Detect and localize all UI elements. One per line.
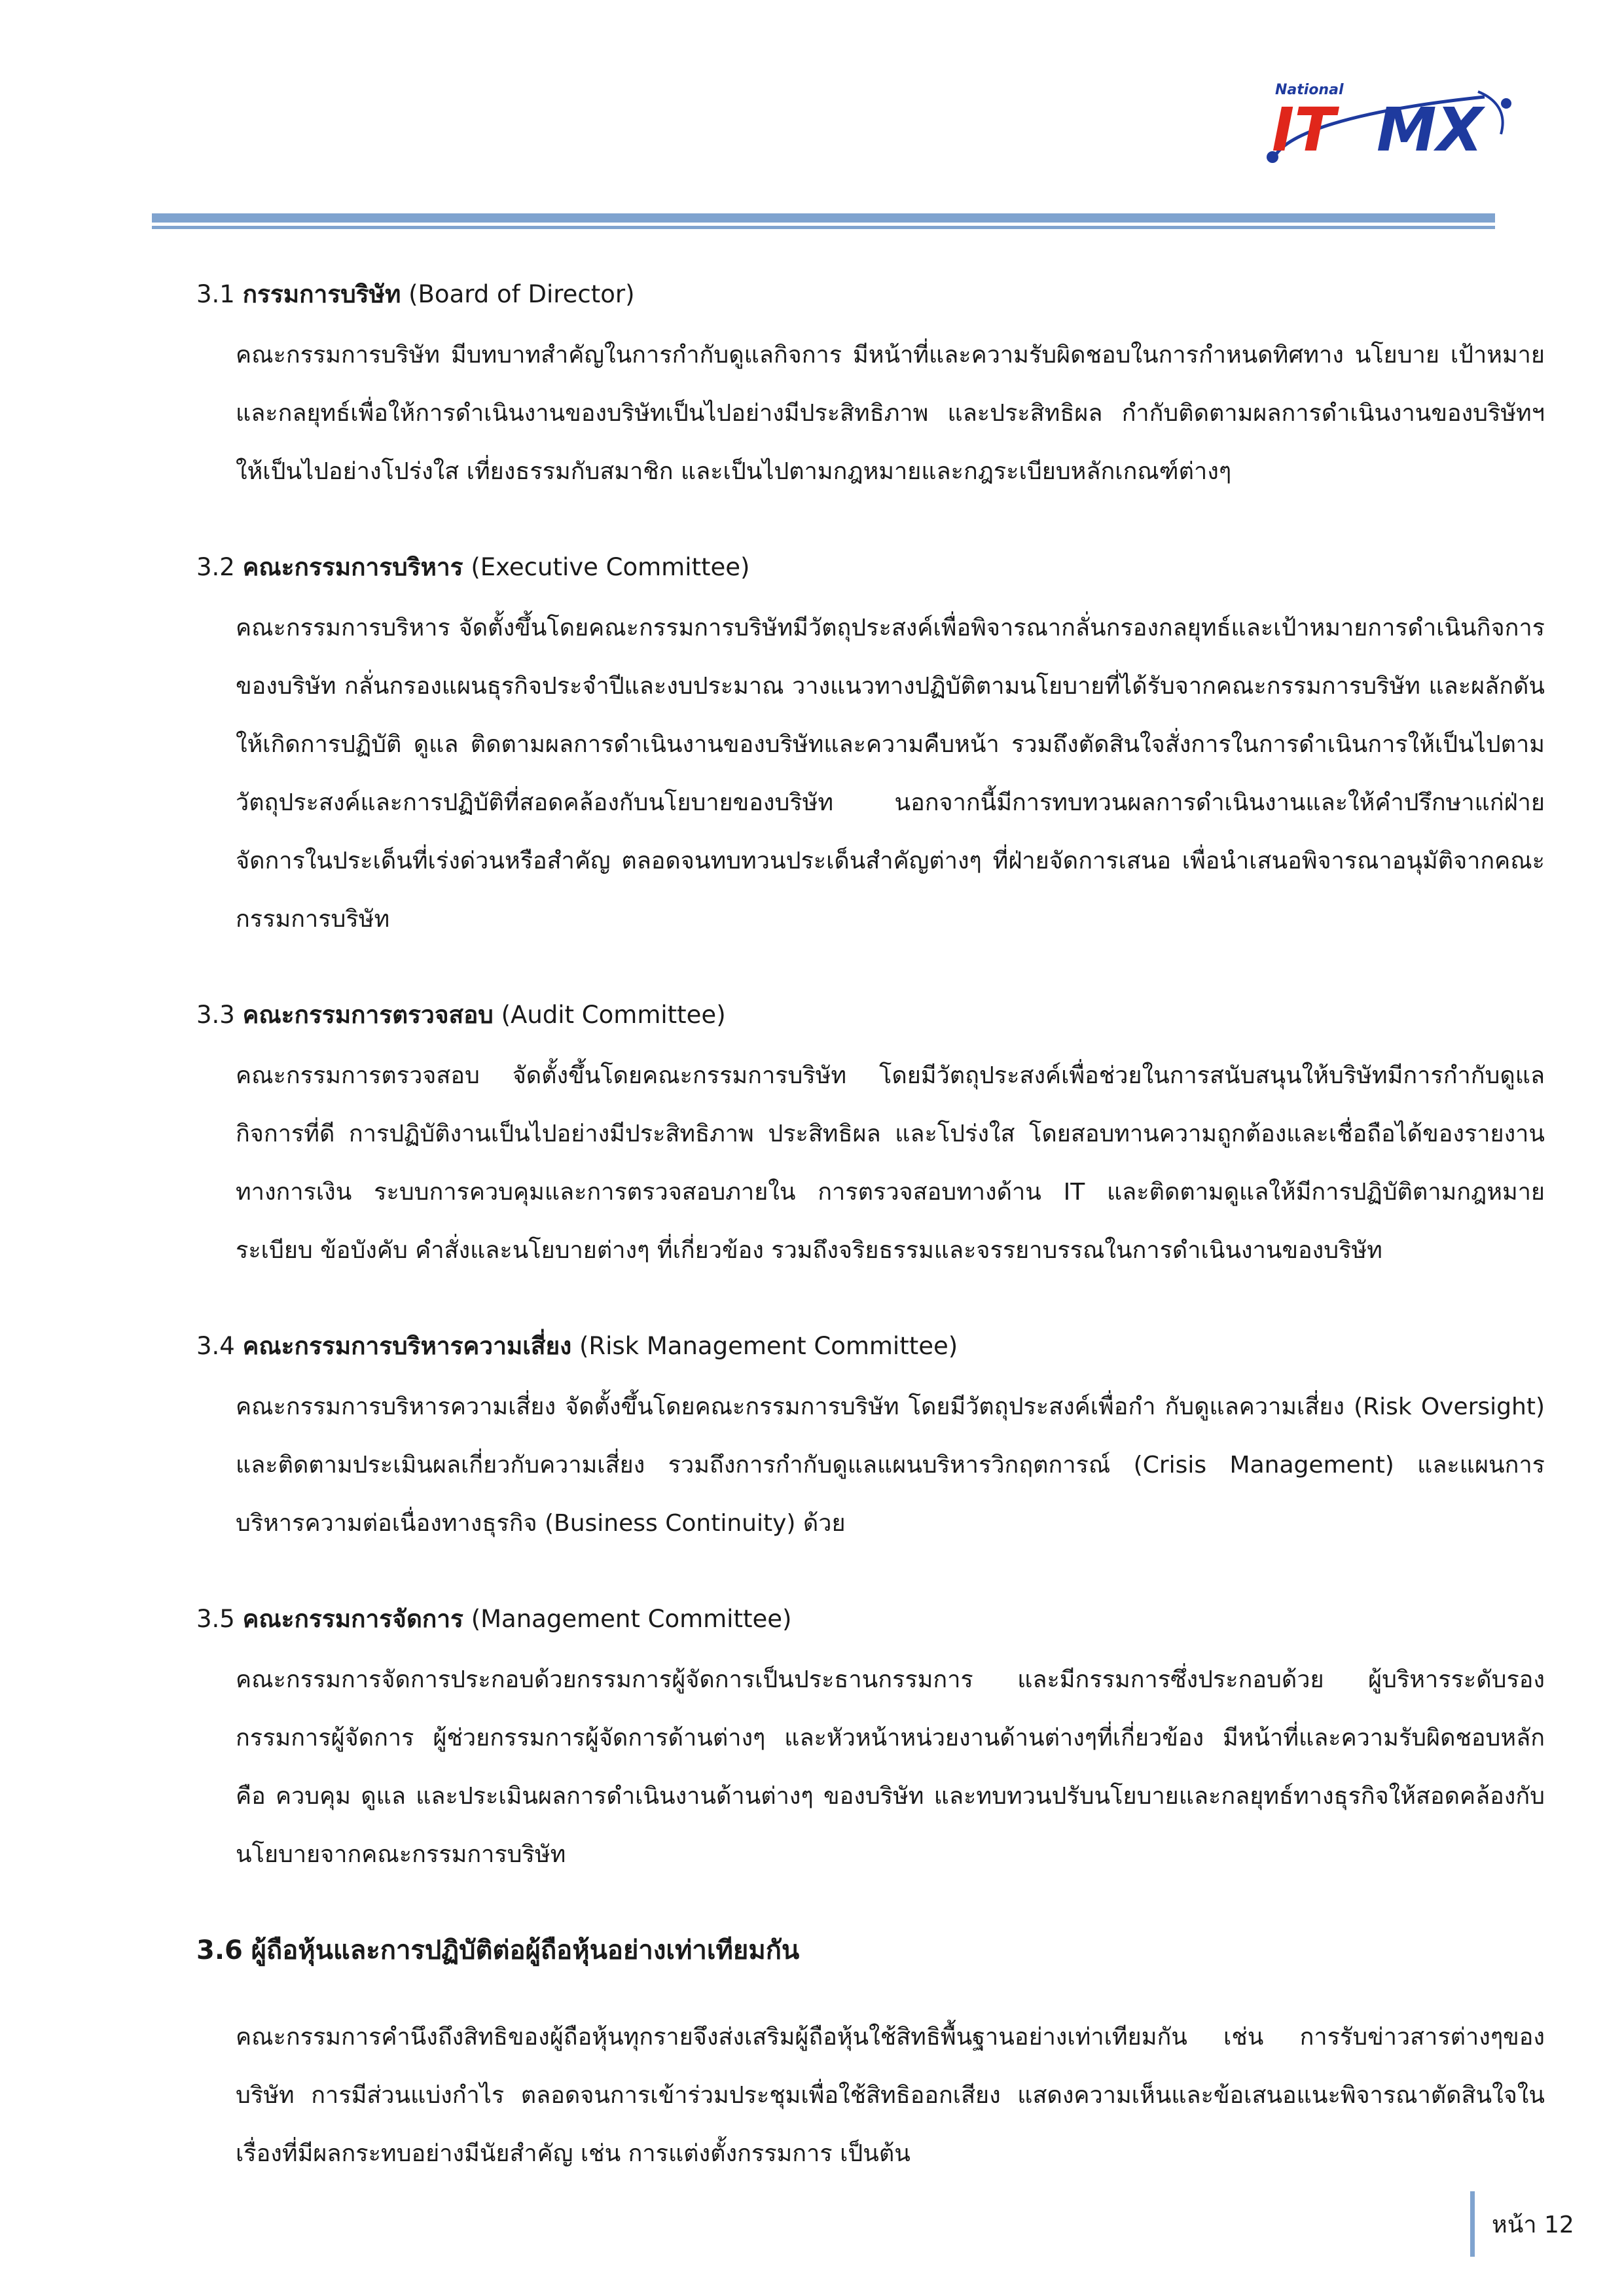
logo-mx-text: MX <box>1377 95 1483 165</box>
itmx-logo <box>1249 72 1517 170</box>
section-number: 3.1 <box>196 280 235 308</box>
section-title-en: (Executive Committee) <box>471 553 750 581</box>
section-executive-committee <box>196 548 1545 948</box>
section-body: คณะกรรมการจัดการประกอบด้วยกรรมการผู้จัดการเป็นประธานกรรมการ และมีกรรมการซึ่งประกอบด้วย ผู้บริหารระดับรองกรรมการผู้จัดการ ผู้ช่วยกรรมการผู้จัดการด้านต่างๆ และหัวหน้าหน่วยงานด้านต่างๆที่เกี่ยวข้อง มีหน้าที่และความรับผิดชอบหลัก คือ ควบคุม ดูแล และประเมินผลการดำเนินงานด้านต่างๆ ของบริษัท และทบทวนปรับนโยบายและกลยุทธ์ทางธุรกิจให้สอดคล้องกับนโยบายจากคณะกรรมการบริษัท <box>236 1666 1545 1868</box>
section-board-of-director <box>196 275 1545 501</box>
header-rule-thin <box>152 226 1495 229</box>
header-rule <box>152 213 1495 223</box>
section-body: คณะกรรมการคำนึงถึงสิทธิของผู้ถือหุ้นทุกรายจึงส่งเสริมผู้ถือหุ้นใช้สิทธิพื้นฐานอย่างเท่าเทียมกัน เช่น การรับข่าวสารต่างๆของบริษัท การมีส่วนแบ่งกำไร ตลอดจนการเข้าร่วมประชุมเพื่อใช้สิทธิออกเสียง แสดงความเห็นและข้อเสนอแนะพิจารณาตัดสินใจในเรื่องที่มีผลกระทบอย่างมีนัยสำคัญ เช่น การแต่งตั้งกรรมการ เป็นต้น <box>236 2024 1545 2167</box>
itmx-logo-icon <box>1249 72 1517 170</box>
section-body: คณะกรรมการบริษัท มีบทบาทสำคัญในการกำกับดูแลกิจการ มีหน้าที่และความรับผิดชอบในการกำหนดทิศทาง นโยบาย เป้าหมาย และกลยุทธ์เพื่อให้การดำเนินงานของบริษัทเป็นไปอย่างมีประสิทธิภาพ และประสิทธิผล กำกับติดตามผลการดำเนินงานของบริษัทฯ ให้เป็นไปอย่างโปร่งใส เที่ยงธรรมกับสมาชิก และเป็นไปตามกฎหมายและกฎระเบียบหลักเกณฑ์ต่างๆ <box>236 342 1545 485</box>
section-number: 3.3 <box>196 1001 235 1029</box>
section-body: คณะกรรมการบริหาร จัดตั้งขึ้นโดยคณะกรรมการบริษัทมีวัตถุประสงค์เพื่อพิจารณากลั่นกรองกลยุทธ์และเป้าหมายการดำเนินกิจการของบริษัท กลั่นกรองแผนธุรกิจประจำปีและงบประมาณ วางแนวทางปฏิบัติตามนโยบายที่ได้รับจากคณะกรรมการบริษัท และผลักดันให้เกิดการปฏิบัติ ดูแล ติดตามผลการดำเนินงานของบริษัทและความคืบหน้า รวมถึงตัดสินใจสั่งการในการดำเนินการให้เป็นไปตามวัตถุประสงค์และการปฏิบัติที่สอดคล้องกับนโยบายของบริษัท นอกจากนี้มีการทบทวนผลการดำเนินงานและให้คำปรึกษาแก่ฝ่ายจัดการในประเด็นที่เร่งด่วนหรือสำคัญ ตลอดจนทบทวนประเด็นสำคัญต่างๆ ที่ฝ่ายจัดการเสนอ เพื่อนำเสนอพิจารณาอนุมัติจากคณะกรรมการบริษัท <box>236 615 1545 933</box>
section-heading <box>196 1931 1545 1970</box>
section-body: คณะกรรมการตรวจสอบ จัดตั้งขึ้นโดยคณะกรรมการบริษัท โดยมีวัตถุประสงค์เพื่อช่วยในการสนับสนุนให้บริษัทมีการกำกับดูแลกิจการที่ดี การปฏิบัติงานเป็นไปอย่างมีประสิทธิภาพ ประสิทธิผล และโปร่งใส โดยสอบทานความถูกต้องและเชื่อถือได้ของรายงานทางการเงิน ระบบการควบคุมและการตรวจสอบภายใน การตรวจสอบทางด้าน IT และติดตามดูแลให้มีการปฏิบัติตามกฎหมาย ระเบียบ ข้อบังคับ คำสั่งและนโยบายต่างๆ ที่เกี่ยวข้อง รวมถึงจริยธรรมและจรรยาบรรณในการดำเนินงานของบริษัท <box>236 1062 1545 1264</box>
section-title-th: คณะกรรมการบริหารความเสี่ยง <box>242 1332 572 1360</box>
section-number: 3.6 <box>196 1935 243 1965</box>
section-heading <box>196 996 1545 1035</box>
section-heading <box>196 275 1545 314</box>
section-shareholders <box>196 1931 1545 2183</box>
document-body <box>196 275 1545 2230</box>
section-title-th: คณะกรรมการตรวจสอบ <box>242 1001 494 1029</box>
logo-small-text: National <box>1275 82 1344 98</box>
section-number: 3.4 <box>196 1332 235 1360</box>
section-heading <box>196 548 1545 587</box>
footer-rule <box>1470 2191 1475 2257</box>
section-title-th: กรรมการบริษัท <box>242 280 401 308</box>
section-heading <box>196 1600 1545 1639</box>
section-body: คณะกรรมการบริหารความเสี่ยง จัดตั้งขึ้นโดยคณะกรรมการบริษัท โดยมีวัตถุประสงค์เพื่อกำ กับดูแลความเสี่ยง (Risk Oversight) และติดตามประเมินผลเกี่ยวกับความเสี่ยง รวมถึงการกำกับดูแลแผนบริหารวิกฤตการณ์ (Crisis Management) และแผนการบริหารความต่อเนื่องทางธุรกิจ (Business Continuity) ด้วย <box>236 1393 1545 1537</box>
section-risk-management-committee <box>196 1327 1545 1552</box>
section-title-en: (Risk Management Committee) <box>579 1332 958 1360</box>
section-title-en: (Board of Director) <box>408 280 635 308</box>
page-number: หน้า 12 <box>1492 2211 1574 2238</box>
section-number: 3.5 <box>196 1605 235 1633</box>
section-title-th: คณะกรรมการจัดการ <box>242 1605 463 1633</box>
logo-it-text: IT <box>1272 95 1335 165</box>
section-title-en: (Management Committee) <box>471 1605 792 1633</box>
section-number: 3.2 <box>196 553 235 581</box>
section-title-th: ผู้ถือหุ้นและการปฏิบัติต่อผู้ถือหุ้นอย่างเท่าเทียมกัน <box>251 1935 800 1965</box>
section-title-en: (Audit Committee) <box>501 1001 726 1029</box>
section-heading <box>196 1327 1545 1366</box>
section-management-committee <box>196 1600 1545 1884</box>
section-spacer <box>196 1982 1545 2008</box>
section-title-th: คณะกรรมการบริหาร <box>242 553 463 581</box>
section-audit-committee <box>196 996 1545 1280</box>
page-footer <box>1470 2191 1574 2257</box>
